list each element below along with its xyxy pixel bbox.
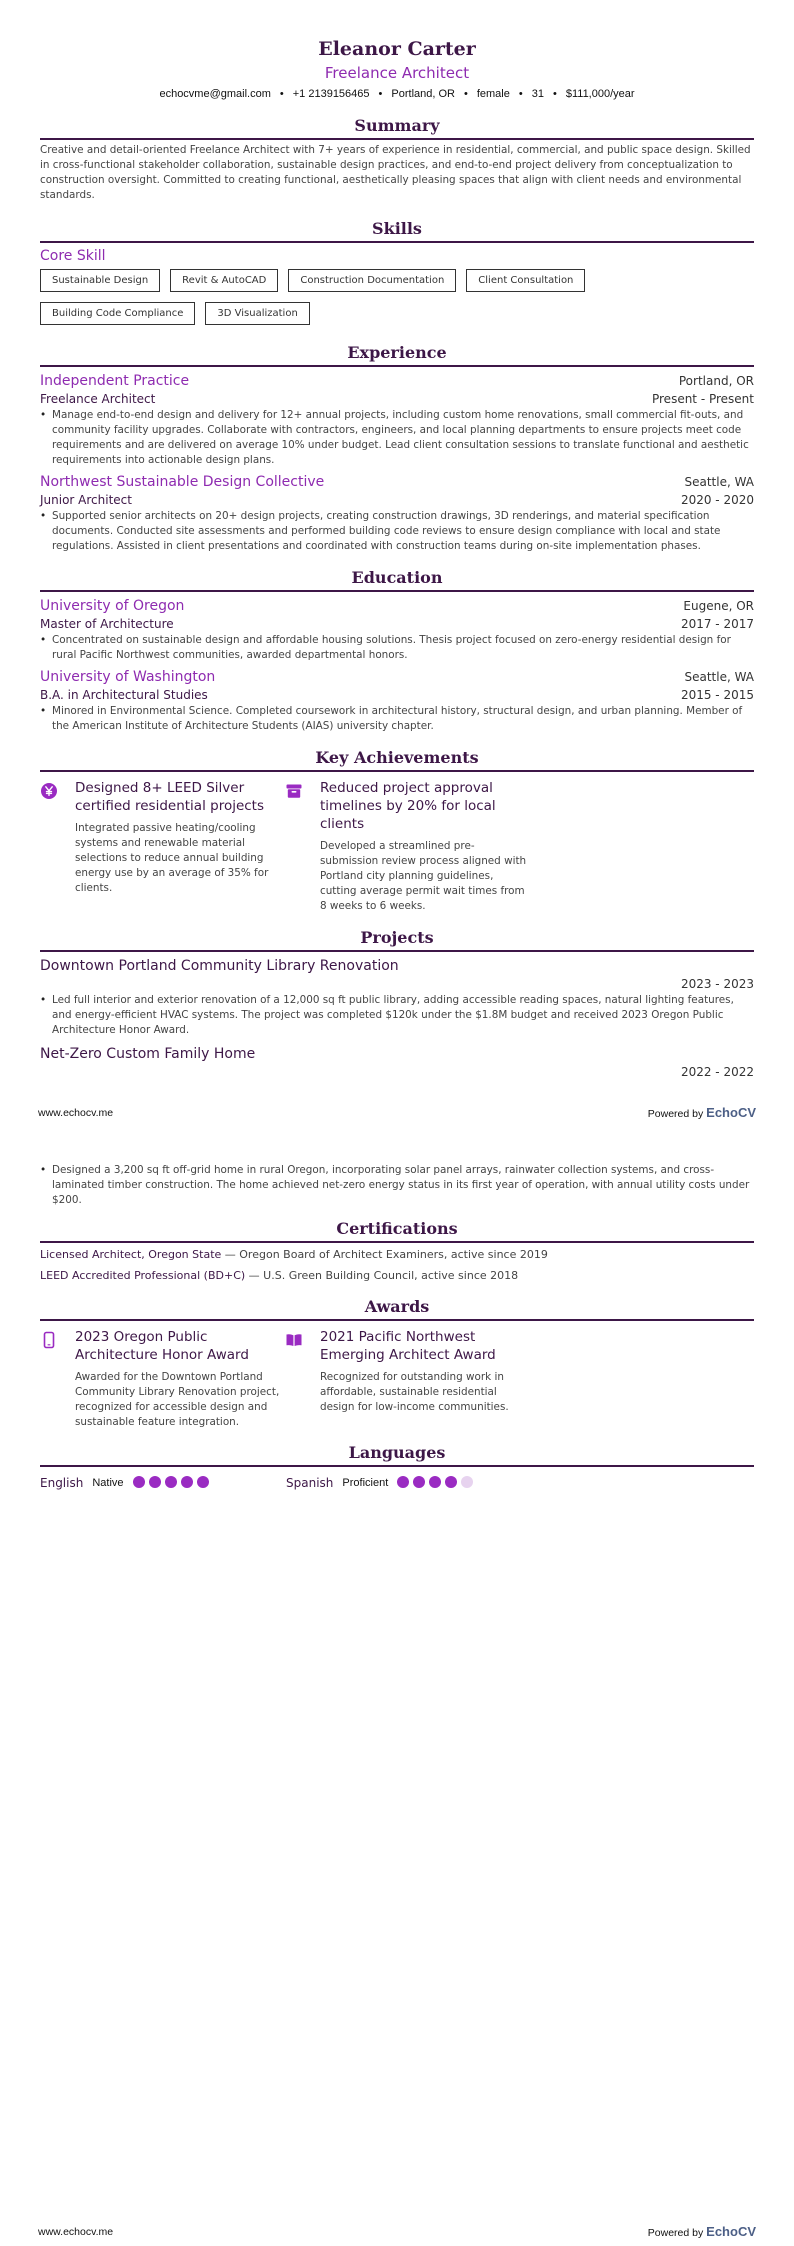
archive-box-icon xyxy=(285,782,303,800)
yen-coin-icon xyxy=(40,782,58,800)
open-book-icon xyxy=(285,1331,303,1349)
powered-by-label: Powered by xyxy=(647,1108,704,1120)
project-bullet: • Designed a 3,200 sq ft off-grid home in rural Oregon, incorporating solar panel arrays, rainwater collection systems, and cross-laminated timber construction. The home achieved net-zero energy status in its first year of operation, with annual utility costs under $200. xyxy=(40,1163,754,1208)
page-footer xyxy=(38,2224,756,2239)
skill-chip: Construction Documentation xyxy=(288,269,456,292)
certifications-section xyxy=(40,1219,754,1283)
certification-item xyxy=(40,1269,754,1283)
language-level: Native xyxy=(92,1476,124,1489)
contact-gender: female xyxy=(476,88,510,100)
brand-logo: EchoCV xyxy=(706,2224,756,2239)
school-location: Seattle, WA xyxy=(684,670,754,684)
projects-section xyxy=(40,928,754,1079)
degree-dates: 2015 - 2015 xyxy=(680,688,754,702)
experience-entry xyxy=(40,474,754,554)
skills-section xyxy=(40,219,754,335)
award-description: Awarded for the Downtown Portland Community Library Renovation project, recognized for accessible design and sustainable feature integration. xyxy=(75,1371,280,1428)
education-bullet: • Concentrated on sustainable design and affordable housing solutions. Thesis project focused on zero-energy residential design for rural Pacific Northwest communities, awarded departmental honors. xyxy=(40,633,754,663)
footer-site-link[interactable]: www.echocv.me xyxy=(38,2225,114,2238)
languages-section xyxy=(40,1443,754,1492)
separator-dot: • xyxy=(279,88,284,100)
project-entry xyxy=(40,1046,754,1079)
section-title-projects: Projects xyxy=(40,928,754,952)
school-name: University of Oregon xyxy=(40,598,185,614)
powered-by xyxy=(648,2224,756,2239)
language-rating xyxy=(397,1473,477,1492)
section-title-certifications: Certifications xyxy=(40,1219,754,1243)
summary-section xyxy=(40,116,754,203)
resume-header xyxy=(0,0,794,100)
rating-dot-filled xyxy=(413,1476,425,1488)
skill-chip: Building Code Compliance xyxy=(40,302,195,325)
rating-dot-filled xyxy=(165,1476,177,1488)
certification-item xyxy=(40,1248,754,1262)
section-title-education: Education xyxy=(40,568,754,592)
contact-age: 31 xyxy=(531,88,544,100)
achievements-section xyxy=(40,748,754,914)
language-item xyxy=(286,1473,532,1492)
employer-name: Northwest Sustainable Design Collective xyxy=(40,474,325,490)
section-title-experience: Experience xyxy=(40,343,754,367)
rating-dot-filled xyxy=(397,1476,409,1488)
page-footer xyxy=(38,1105,756,1120)
candidate-name: Eleanor Carter xyxy=(318,38,476,60)
project-bullet: • Led full interior and exterior renovation of a 12,000 sq ft public library, adding accessible reading spaces, natural lighting features, and energy-efficient HVAC systems. The project was completed $120k under the $1.8M budget and received 2023 Oregon Public Architecture Honor Award. xyxy=(40,993,754,1038)
job-dates: 2020 - 2020 xyxy=(680,493,754,507)
education-section xyxy=(40,568,754,734)
degree-dates: 2017 - 2017 xyxy=(680,617,754,631)
separator-dot: • xyxy=(518,88,523,100)
language-name: Spanish xyxy=(286,1475,334,1490)
experience-section xyxy=(40,343,754,554)
skill-chip: Revit & AutoCAD xyxy=(170,269,278,292)
brand-logo: EchoCV xyxy=(706,1105,756,1120)
award-item xyxy=(40,1328,285,1430)
job-dates: Present - Present xyxy=(651,392,754,406)
achievement-description: Integrated passive heating/cooling systems and renewable material selections to reduce annual building energy use by an average of 35% for clients. xyxy=(75,822,269,894)
contact-salary: $111,000/year xyxy=(565,88,635,100)
language-rating xyxy=(133,1473,213,1492)
powered-by xyxy=(648,1105,756,1120)
certification-name: LEED Accredited Professional (BD+C) xyxy=(40,1269,246,1282)
project-continued xyxy=(40,1163,754,1208)
powered-by-label: Powered by xyxy=(647,2227,704,2239)
award-item xyxy=(285,1328,530,1430)
school-location: Eugene, OR xyxy=(683,599,754,613)
achievement-item xyxy=(40,779,285,914)
achievements-grid xyxy=(40,779,754,914)
languages-row xyxy=(40,1473,754,1492)
skill-chip: Client Consultation xyxy=(466,269,585,292)
section-title-awards: Awards xyxy=(40,1297,754,1321)
award-description: Recognized for outstanding work in affordable, sustainable residential design for low-income communities. xyxy=(320,1371,509,1413)
awards-section xyxy=(40,1297,754,1430)
achievement-title: Reduced project approval timelines by 20% for local clients xyxy=(320,780,496,832)
award-title: 2023 Oregon Public Architecture Honor Award xyxy=(75,1329,249,1363)
experience-entry xyxy=(40,373,754,468)
rating-dot-filled xyxy=(197,1476,209,1488)
contact-location: Portland, OR xyxy=(391,88,455,100)
language-name: English xyxy=(40,1475,84,1490)
achievement-description: Developed a streamlined pre-submission review process aligned with Portland city planning guidelines, cutting average permit wait times from 8 weeks to 6 weeks. xyxy=(320,840,527,912)
skill-chip: Sustainable Design xyxy=(40,269,160,292)
rating-dot-filled xyxy=(429,1476,441,1488)
rating-dot-filled xyxy=(445,1476,457,1488)
project-title: Net-Zero Custom Family Home xyxy=(40,1046,256,1062)
project-dates: 2023 - 2023 xyxy=(680,977,754,991)
summary-text: Creative and detail-oriented Freelance Architect with 7+ years of experience in residential, commercial, and public space design. Skilled in cross-functional stakeholder collaboration, sustainable design practices, and end-to-end project delivery from conceptualization to construction oversight. Committed to creating functional, aesthetically pleasing spaces that align with client needs and environmental standards. xyxy=(40,144,751,201)
footer-site-link[interactable]: www.echocv.me xyxy=(38,1106,114,1119)
separator-dot: • xyxy=(463,88,468,100)
project-title: Downtown Portland Community Library Renovation xyxy=(40,958,399,974)
contact-phone: +1 2139156465 xyxy=(292,88,370,100)
employer-location: Seattle, WA xyxy=(684,475,754,489)
language-item xyxy=(40,1473,286,1492)
degree-name: Master of Architecture xyxy=(40,617,174,631)
employer-location: Portland, OR xyxy=(678,374,754,388)
project-dates: 2022 - 2022 xyxy=(680,1065,754,1079)
contact-line xyxy=(0,88,794,100)
skill-chips xyxy=(40,269,754,335)
skill-group-label: Core Skill xyxy=(40,248,106,264)
smartphone-icon xyxy=(40,1331,58,1349)
project-entry xyxy=(40,958,754,1038)
education-entry xyxy=(40,669,754,734)
certification-name: Licensed Architect, Oregon State xyxy=(40,1248,222,1261)
job-role: Freelance Architect xyxy=(40,392,156,406)
rating-dot-filled xyxy=(181,1476,193,1488)
education-entry xyxy=(40,598,754,663)
employer-name: Independent Practice xyxy=(40,373,190,389)
job-role: Junior Architect xyxy=(40,493,132,507)
contact-email: echocvme@gmail.com xyxy=(159,88,271,100)
achievement-item xyxy=(285,779,530,914)
award-title: 2021 Pacific Northwest Emerging Architect Award xyxy=(320,1329,496,1363)
achievement-title: Designed 8+ LEED Silver certified residential projects xyxy=(75,780,265,814)
rating-dot-filled xyxy=(133,1476,145,1488)
school-name: University of Washington xyxy=(40,669,216,685)
section-title-summary: Summary xyxy=(40,116,754,140)
separator-dot: • xyxy=(378,88,383,100)
awards-grid xyxy=(40,1328,754,1430)
language-level: Proficient xyxy=(342,1476,389,1489)
job-bullet: • Supported senior architects on 20+ design projects, creating construction drawings, 3D renderings, and material specification documents. Conducted site assessments and performed building code reviews to ensure design compliance with local and state regulations. Assisted in client presentations and coordinated with construction teams during on-site implementation phases. xyxy=(40,509,754,554)
certification-detail: — Oregon Board of Architect Examiners, active since 2019 xyxy=(221,1248,548,1261)
separator-dot: • xyxy=(552,88,557,100)
skill-chip: 3D Visualization xyxy=(205,302,309,325)
education-bullet: • Minored in Environmental Science. Completed coursework in architectural history, structural design, and urban planning. Member of the American Institute of Architecture Students (AIAS) university chapter. xyxy=(40,704,754,734)
job-bullet: • Manage end-to-end design and delivery for 12+ annual projects, including custom home renovations, small commercial fit-outs, and community facility upgrades. Collaborate with contractors, engineers, and local planning departments to ensure projects meet code requirements and are delivered on average 10% under budget. Lead client consultation sessions to translate functional and aesthetic requirements into actionable design plans. xyxy=(40,408,754,468)
rating-dot-filled xyxy=(149,1476,161,1488)
rating-dot-empty xyxy=(461,1476,473,1488)
degree-name: B.A. in Architectural Studies xyxy=(40,688,208,702)
section-title-skills: Skills xyxy=(40,219,754,243)
resume-page-2 xyxy=(0,1123,794,2246)
certification-detail: — U.S. Green Building Council, active since 2018 xyxy=(245,1269,519,1282)
candidate-title: Freelance Architect xyxy=(324,64,470,82)
section-title-languages: Languages xyxy=(40,1443,754,1467)
section-title-achievements: Key Achievements xyxy=(40,748,754,772)
